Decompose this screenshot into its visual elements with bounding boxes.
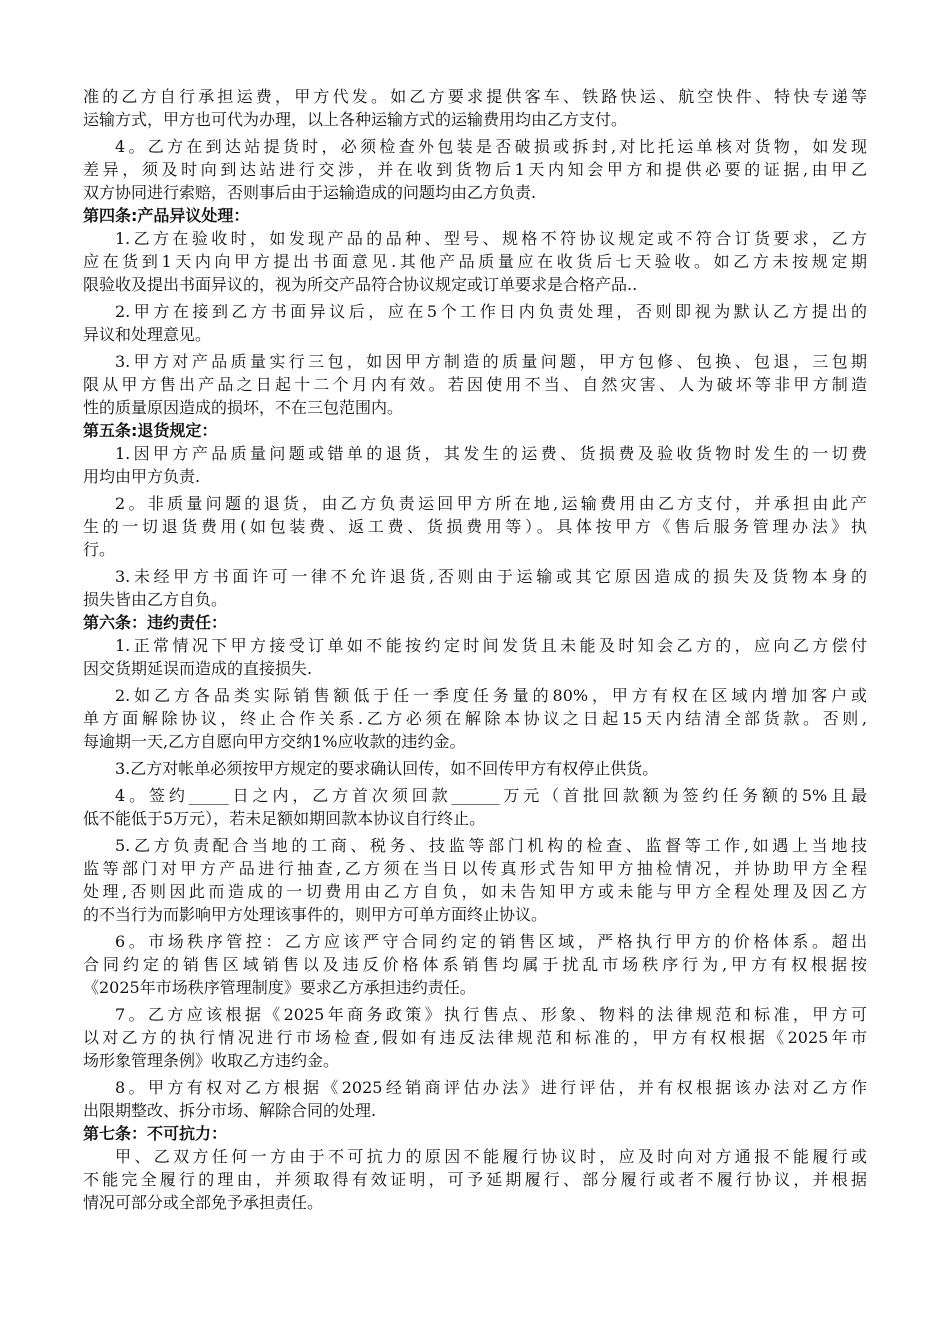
paragraph-line: 6。市场秩序管控：乙方应该严守合同约定的销售区域，严格执行甲方的价格体系。超出 [115,932,867,951]
paragraph-line: 《2025年市场秩序管理制度》要求乙方承担违约责任。 [83,978,476,997]
section-heading: 第四条:产品异议处理： [83,206,250,225]
paragraph-line: 损失皆由乙方自负。 [83,590,228,609]
paragraph-line: 3.未经甲方书面许可一律不允许退货,否则由于运输或其它原因造成的损失及货物本身的 [115,567,867,586]
paragraph-line: 情况可部分或全部免予承担责任。 [83,1193,324,1212]
section-heading: 第六条：违约责任： [83,613,228,632]
paragraph-line: 每逾期一天,乙方自愿向甲方交纳1%应收款的违约金。 [83,732,466,751]
paragraph-line: 单方面解除协议，终止合作关系.乙方必须在解除本协议之日起15天内结清全部货款。否则, [83,709,867,728]
paragraph-line: 用均由甲方负责. [83,467,201,486]
paragraph-line: 5.乙方负责配合当地的工商、税务、技监等部门机构的检查、监督等工作,如遇上当地技 [115,836,867,855]
paragraph-line: 行。 [83,540,116,559]
paragraph-line: 2。非质量问题的退货，由乙方负责运回甲方所在地,运输费用由乙方支付，并承担由此产 [115,494,867,513]
paragraph-line: 4。乙方在到达站提货时，必须检查外包装是否破损或拆封,对比托运单核对货物，如发现 [115,137,867,156]
paragraph-line: 1.乙方在验收时，如发现产品的品种、型号、规格不符协议规定或不符合订货要求，乙方 [115,229,867,248]
paragraph-line: 出限期整改、拆分市场、解除合同的处理. [83,1101,377,1120]
paragraph-line: 1.因甲方产品质量问题或错单的退货，其发生的运费、货损费及验收货物时发生的一切费 [115,444,867,463]
paragraph-line: 性的质量原因造成的损坏，不在三包范围内。 [83,398,404,417]
paragraph-line: 3.乙方对帐单必须按甲方规定的要求确认回传，如不回传甲方有权停止供货。 [115,759,659,778]
paragraph-line: 运输方式，甲方也可代为办理，以上各种运输方式的运输费用均由乙方支付。 [83,110,628,129]
paragraph-line: 2.如乙方各品类实际销售额低于任一季度任务量的80%，甲方有权在区域内增加客户或 [115,686,867,705]
paragraph-line: 差异，须及时向到达站进行交涉，并在收到货物后1天内知会甲方和提供必要的证据,由甲乙 [83,160,867,179]
paragraph-line: 2.甲方在接到乙方书面异议后，应在5个工作日内负责处理，否则即视为默认乙方提出的 [115,302,867,321]
paragraph-line: 4。签约_____日之内，乙方首次须回款______万元（首批回款额为签约任务额的5%且最 [115,786,867,805]
paragraph-line: 处理,否则因此而造成的一切费用由乙方自负，如未告知甲方或未能与甲方全程处理及因乙方 [83,882,867,901]
section-heading: 第七条：不可抗力： [83,1124,228,1143]
paragraph-line: 异议和处理意见。 [83,325,212,344]
paragraph-line: 以对乙方的执行情况进行市场检查,假如有违反法律规范和标准的，甲方有权根据《2025年市 [83,1028,867,1047]
paragraph-line: 监等部门对甲方产品进行抽查,乙方须在当日以传真形式告知甲方抽检情况，并协助甲方全程 [83,859,867,878]
paragraph-line: 因交货期延误而造成的直接损失. [83,659,313,678]
section-heading: 第五条:退货规定： [83,421,218,440]
paragraph-line: 低不能低于5万元），若未足额如期回款本协议自行终止。 [83,809,486,828]
paragraph-line: 甲、乙双方任何一方由于不可抗力的原因不能履行协议时，应及时向对方通报不能履行或 [115,1147,867,1166]
paragraph-line: 生的一切退货费用(如包装费、返工费、货损费用等）。具体按甲方《售后服务管理办法》执 [83,517,867,536]
paragraph-line: 合同约定的销售区域销售以及违反价格体系销售均属于扰乱市场秩序行为,甲方有权根据按 [83,955,867,974]
paragraph-line: 限从甲方售出产品之日起十二个月内有效。若因使用不当、自然灾害、人为破坏等非甲方制造 [83,375,867,394]
paragraph-line: 场形象管理条例》收取乙方违约金。 [83,1051,340,1070]
paragraph-line: 应在货到1天内向甲方提出书面意见.其他产品质量应在收货后七天验收。如乙方未按规定期 [83,252,867,271]
paragraph-line: 双方协同进行索赔，否则事后由于运输造成的问题均由乙方负责. [83,183,537,202]
document-body [83,86,867,1215]
paragraph-line: 7。乙方应该根据《2025年商务政策》执行售点、形象、物料的法律规范和标准，甲方可 [115,1005,867,1024]
paragraph-line: 不能完全履行的理由，并须取得有效证明，可予延期履行、部分履行或者不履行协议，并根据 [83,1170,867,1189]
paragraph-line: 准的乙方自行承担运费，甲方代发。如乙方要求提供客车、铁路快运、航空快件、特快专递等 [83,87,867,106]
paragraph-line: 限验收及提出书面异议的，视为所交产品符合协议规定或订单要求是合格产品.. [83,275,638,294]
paragraph-line: 1.正常情况下甲方接受订单如不能按约定时间发货且未能及时知会乙方的，应向乙方偿付 [115,636,867,655]
paragraph-line: 3.甲方对产品质量实行三包，如因甲方制造的质量问题，甲方包修、包换、包退，三包期 [115,352,867,371]
paragraph-line: 8。甲方有权对乙方根据《2025经销商评估办法》进行评估，并有权根据该办法对乙方作 [115,1078,867,1097]
paragraph-line: 的不当行为而影响甲方处理该事件的，则甲方可单方面终止协议。 [83,905,548,924]
